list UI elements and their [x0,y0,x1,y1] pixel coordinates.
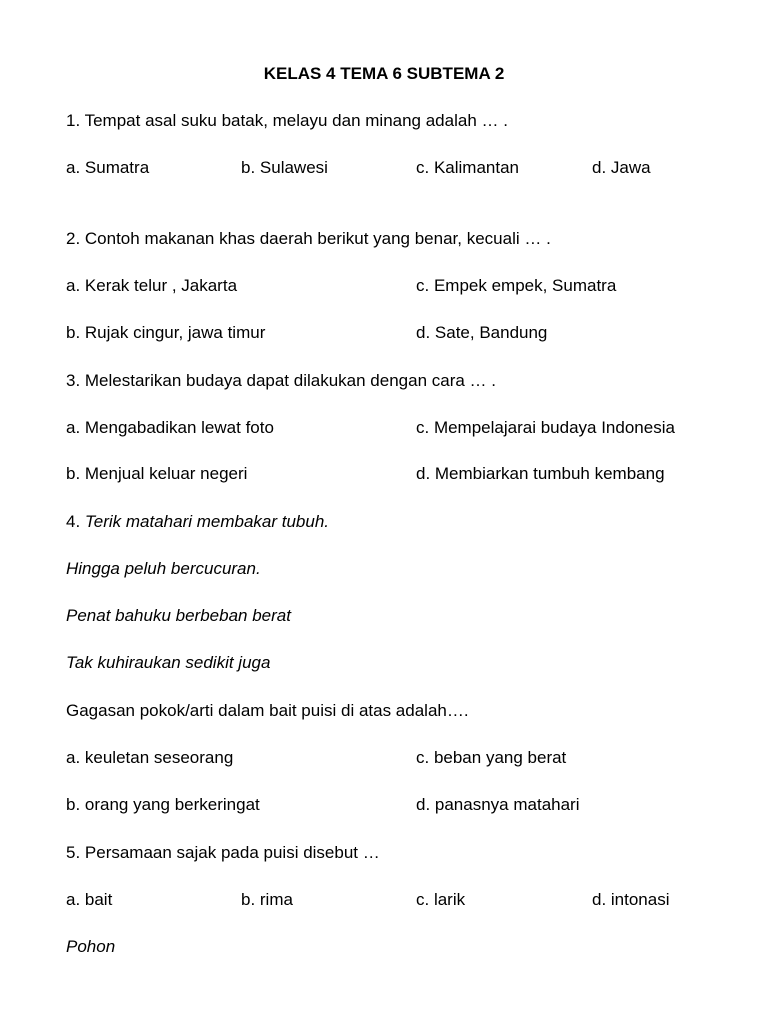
page-title: KELAS 4 TEMA 6 SUBTEMA 2 [263,64,505,83]
q3-option-c: c. Mempelajarai budaya Indonesia [416,418,675,437]
poem-line-3: Penat bahuku berbeban berat [66,606,291,625]
q3-option-a: a. Mengabadikan lewat foto [66,418,274,437]
poem-line-1: Terik matahari membakar tubuh. [84,512,330,531]
q3-option-b: b. Menjual keluar negeri [66,464,248,483]
q5-option-a: a. bait [66,890,113,909]
q1-option-b: b. Sulawesi [241,158,328,177]
q5-option-d: d. intonasi [592,890,670,909]
q2-option-d: d. Sate, Bandung [416,323,548,342]
q3-option-d: d. Membiarkan tumbuh kembang [416,464,665,483]
question-3: 3. Melestarikan budaya dapat dilakukan dengan cara … . [66,371,496,390]
q4-option-c: c. beban yang berat [416,748,567,767]
poem-line-4: Tak kuhiraukan sedikit juga [66,653,271,672]
question-5: 5. Persamaan sajak pada puisi disebut … [66,843,380,862]
q5-option-c: c. larik [416,890,466,909]
q1-option-a: a. Sumatra [66,158,150,177]
trailing-poem-title: Pohon [66,937,116,956]
q4-option-d: d. panasnya matahari [416,795,580,814]
question-4: Gagasan pokok/arti dalam bait puisi di atas adalah…. [66,701,469,720]
q1-option-d: d. Jawa [592,158,651,177]
q2-option-a: a. Kerak telur , Jakarta [66,276,238,295]
question-1: 1. Tempat asal suku batak, melayu dan minang adalah … . [66,111,508,130]
q5-option-b: b. rima [241,890,293,909]
q4-option-a: a. keuletan seseorang [66,748,234,767]
q4-option-b: b. orang yang berkeringat [66,795,260,814]
question-4-number: 4. [66,512,81,531]
poem-line-2: Hingga peluh bercucuran. [66,559,261,578]
q2-option-c: c. Empek empek, Sumatra [416,276,617,295]
question-4-first-line [66,510,706,534]
q1-option-c: c. Kalimantan [416,158,519,177]
q2-option-b: b. Rujak cingur, jawa timur [66,323,266,342]
question-2: 2. Contoh makanan khas daerah berikut yang benar, kecuali … . [66,229,551,248]
